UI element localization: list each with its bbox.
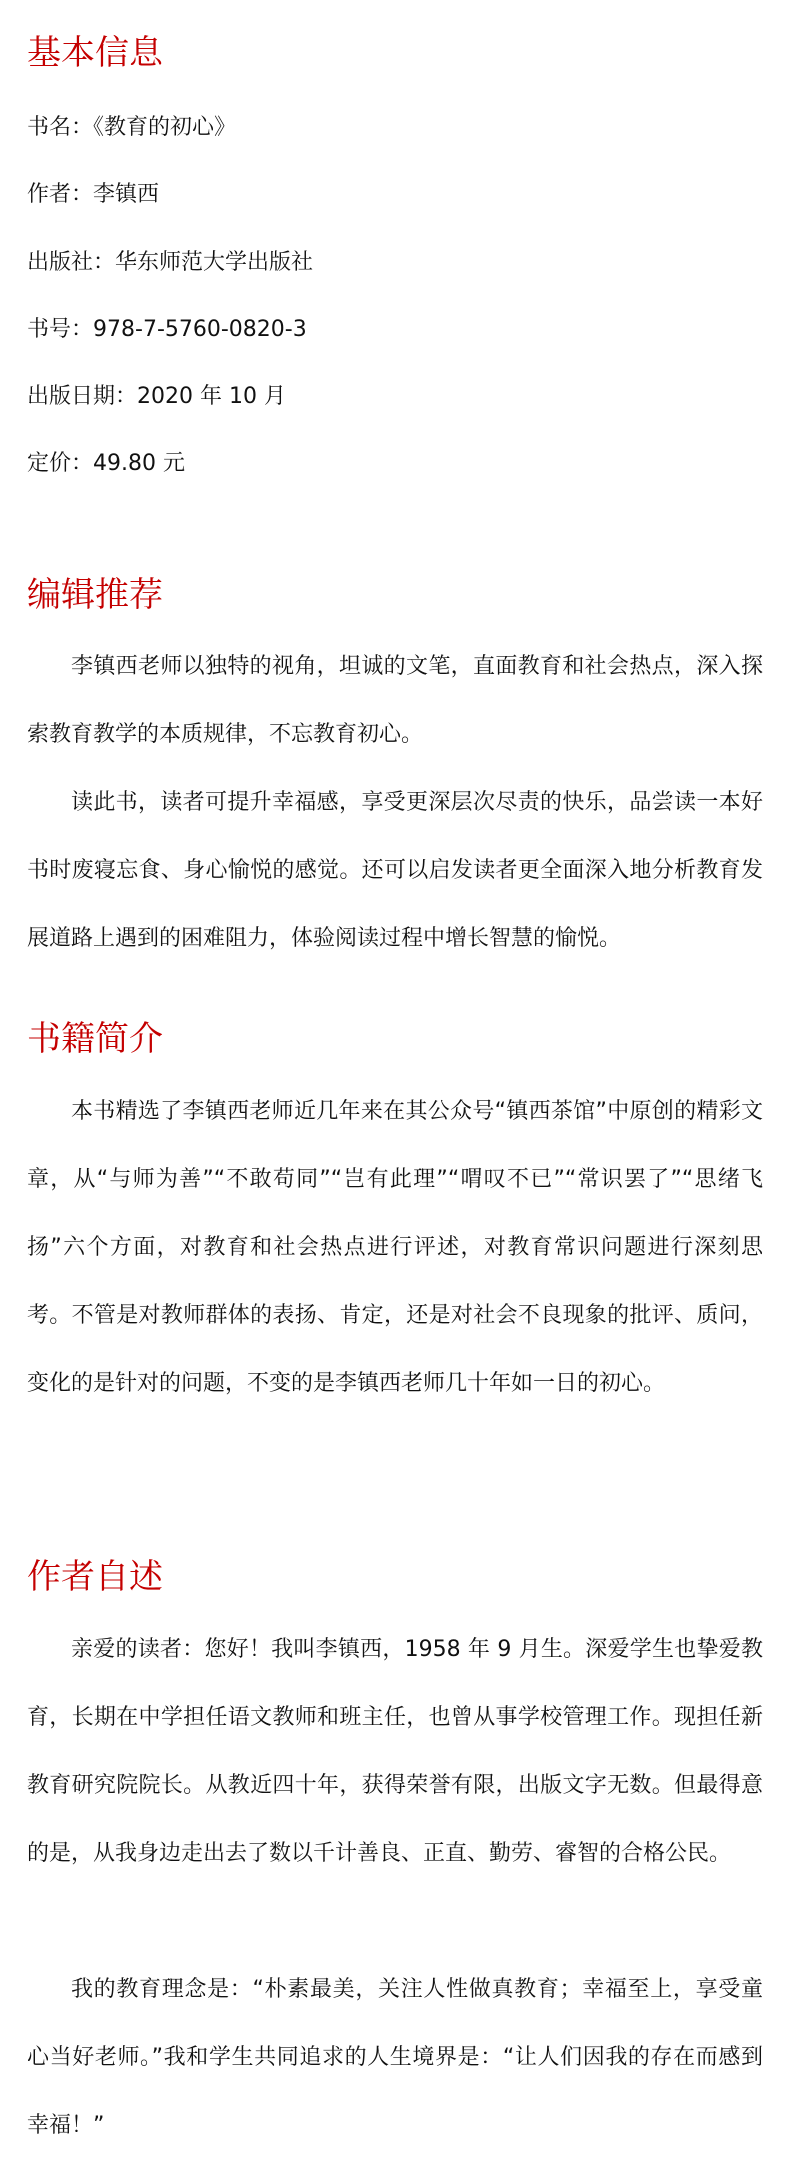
info-publisher [27,247,313,279]
info-publisher-value: 华东师范大学出版社 [115,250,314,275]
info-author-label: 作者： [27,182,94,207]
info-author [27,179,159,211]
info-book-title-label: 书名： [27,115,94,140]
info-publisher-label: 出版社： [27,250,116,275]
section-title-book-intro: 书籍简介 [27,1019,163,1059]
info-isbn-value: 978-7-5760-0820-3 [93,317,307,342]
info-isbn [27,314,307,346]
section-title-basic-info: 基本信息 [27,33,163,73]
info-publish-date [27,381,286,413]
paragraph-author-statement-2: 我的教育理念是：“朴素最美，关注人性做真教育；幸福至上，享受童心当好老师。”我和学生共同追求的人生境界是：“让人们因我的存在而感到幸福！” [27,1977,763,2138]
paragraph-editor-recommendation-1: 李镇西老师以独特的视角，坦诚的文笔，直面教育和社会热点，深入探索教育教学的本质规律，不忘教育初心。 [27,654,763,747]
info-book-title [27,112,236,144]
paragraph-editor-recommendation-2: 读此书，读者可提升幸福感，享受更深层次尽责的快乐，品尝读一本好书时废寝忘食、身心愉悦的感觉。还可以启发读者更全面深入地分析教育发展道路上遇到的困难阻力，体验阅读过程中增长智慧的愉悦。 [27,790,763,951]
info-price-value: 49.80 元 [93,451,185,476]
paragraph-author-statement-1: 亲爱的读者：您好！我叫李镇西，1958 年 9 月生。深爱学生也挚爱教育，长期在中学担任语文教师和班主任，也曾从事学校管理工作。现担任新教育研究院院长。从教近四十年，获得荣誉有限，出版文字无数。但最得意的是，从我身边走出去了数以千计善良、正直、勤劳、睿智的合格公民。 [27,1637,763,1866]
section-title-editor-recommendation: 编辑推荐 [27,575,163,615]
paragraph-book-intro: 本书精选了李镇西老师近几年来在其公众号“镇西茶馆”中原创的精彩文章，从“与师为善”“不敢苟同”“岂有此理”“喟叹不已”“常识罢了”“思绪飞扬”六个方面，对教育和社会热点进行评述，对教育常识问题进行深刻思考。不管是对教师群体的表扬、肯定，还是对社会不良现象的批评、质问，变化的是针对的问题，不变的是李镇西老师几十年如一日的初心。 [27,1099,763,1396]
info-isbn-label: 书号： [27,317,94,342]
info-price-label: 定价： [27,451,94,476]
info-publish-date-label: 出版日期： [27,384,138,409]
info-publish-date-value: 2020 年 10 月 [137,384,286,409]
info-author-value: 李镇西 [93,182,160,207]
section-title-author-statement: 作者自述 [27,1557,163,1597]
info-book-title-value: 《教育的初心》 [93,115,237,140]
info-price [27,448,185,480]
